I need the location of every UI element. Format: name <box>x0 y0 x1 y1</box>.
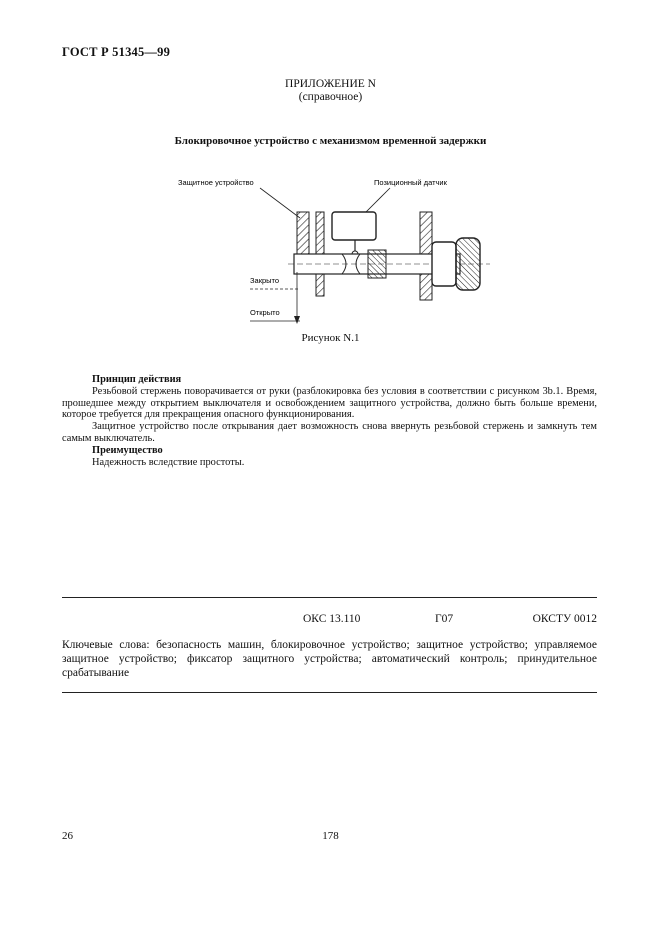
oks-code: ОКС 13.110 <box>303 613 361 625</box>
figure-title: Блокировочное устройство с механизмом временной задержки <box>174 135 487 147</box>
appendix-heading <box>0 78 661 104</box>
page-number-left: 26 <box>62 830 73 842</box>
rod-cam <box>368 250 386 278</box>
principle-heading: Принцип действия <box>92 374 182 385</box>
classification-row <box>62 613 597 627</box>
principle-paragraph-1: Резьбовой стержень поворачивается от руки (разблокировка без условия в соответствии с рисунком 3b.1. Время, прошедшее между открытием выключателя и освобождением защитного устройства, должно быть больше времени, которое требуется для прекращения опасного функционирования. <box>62 385 597 421</box>
label-sensor: Позиционный датчик <box>374 178 447 187</box>
appendix-title: ПРИЛОЖЕНИЕ N <box>285 78 376 90</box>
interlock-diagram <box>160 168 500 333</box>
divider-bottom <box>62 692 597 693</box>
principle-paragraph-2: Защитное устройство после открывания дает возможность снова ввернуть резьбовой стержень и замкнуть тем самым выключатель. <box>62 421 597 444</box>
knob-hub <box>432 242 456 286</box>
advantage-heading: Преимущество <box>92 444 163 456</box>
figure-caption: Рисунок N.1 <box>301 332 360 344</box>
body-text <box>62 374 597 468</box>
advantage-paragraph: Надежность вследствие простоты. <box>92 456 245 468</box>
standard-code: ГОСТ Р 51345—99 <box>62 45 171 59</box>
position-sensor-box <box>332 212 376 240</box>
label-guard: Защитное устройство <box>178 178 254 187</box>
appendix-type: (справочное) <box>298 91 363 103</box>
page-number-center: 178 <box>322 830 339 842</box>
knob-grip <box>456 238 480 290</box>
label-open: Открыто <box>250 308 280 317</box>
keywords: Ключевые слова: безопасность машин, блокировочное устройство; защитное устройство; управляемое защитное устройство; фиксатор защитного устройства; автоматический контроль; принудительное срабатывание <box>62 639 597 679</box>
divider-top <box>62 597 597 598</box>
leader-guard <box>260 188 300 218</box>
okstu-code: ОКСТУ 0012 <box>532 613 597 625</box>
travel-arrow-icon <box>294 316 300 324</box>
group-code: Г07 <box>435 613 454 625</box>
label-closed: Закрыто <box>250 276 280 285</box>
